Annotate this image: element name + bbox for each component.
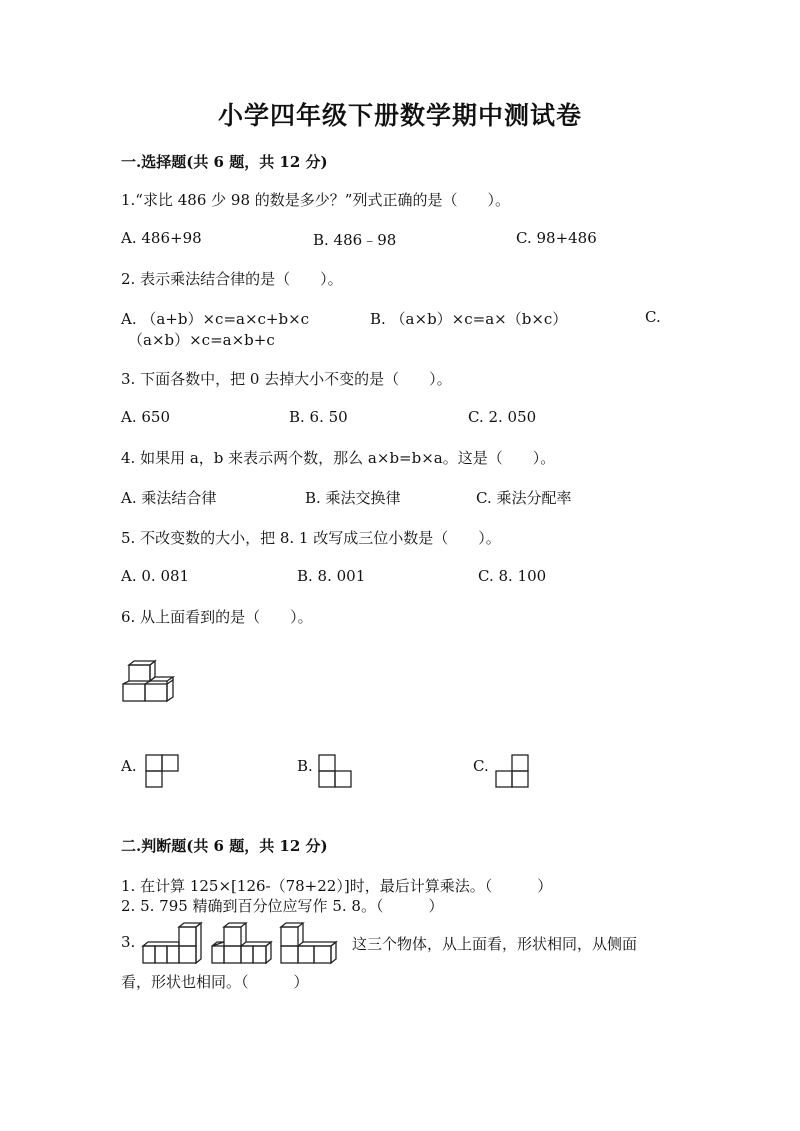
stacked-cubes-figure xyxy=(120,660,182,704)
section-heading-judgement: 二.判断题(共 6 题，共 12 分) xyxy=(121,837,328,855)
judgement-1: 1. 在计算 125×[126-（78+22）]时，最后计算乘法。（ ） xyxy=(121,877,553,895)
question-6-option-c[interactable]: C. xyxy=(473,757,489,775)
question-4-option-a[interactable]: A. 乘法结合律 xyxy=(121,489,217,507)
question-1-option-c[interactable]: C. 98+486 xyxy=(516,229,597,247)
question-3-stem: 3. 下面各数中，把 0 去掉大小不变的是（ ）。 xyxy=(121,370,452,388)
question-3-option-c[interactable]: C. 2. 050 xyxy=(468,408,537,426)
question-2-option-c-label[interactable]: C. xyxy=(645,308,661,326)
judgement-3-text-line1: 这三个物体，从上面看，形状相同，从侧面 xyxy=(352,935,638,953)
question-6-option-a[interactable]: A. xyxy=(121,757,137,775)
question-5-option-c[interactable]: C. 8. 100 xyxy=(478,567,547,585)
question-5-option-a[interactable]: A. 0. 081 xyxy=(121,567,190,585)
question-1-option-b[interactable]: B. 486﹣98 xyxy=(313,231,397,249)
judgement-3-text-line2: 看，形状也相同。（ ） xyxy=(121,973,309,991)
question-2-option-a[interactable]: A. （a+b）×c=a×c+b×c xyxy=(121,310,310,328)
section-heading-choice: 一.选择题(共 6 题，共 12 分) xyxy=(121,153,328,171)
three-objects-figure xyxy=(140,920,346,966)
question-6-option-b[interactable]: B. xyxy=(297,757,313,775)
top-view-c-icon xyxy=(495,754,529,788)
question-3-option-a[interactable]: A. 650 xyxy=(121,408,170,426)
question-6-stem: 6. 从上面看到的是（ ）。 xyxy=(121,608,313,626)
question-4-stem: 4. 如果用 a，b 来表示两个数，那么 a×b=b×a。这是（ ）。 xyxy=(121,449,556,467)
question-2-option-c-text[interactable]: （a×b）×c=a×b+c xyxy=(128,331,275,349)
top-view-a-icon xyxy=(145,754,179,788)
question-4-option-b[interactable]: B. 乘法交换律 xyxy=(305,489,401,507)
top-view-b-icon xyxy=(318,754,352,788)
question-5-stem: 5. 不改变数的大小，把 8. 1 改写成三位小数是（ ）。 xyxy=(121,529,501,547)
question-4-option-c[interactable]: C. 乘法分配率 xyxy=(476,489,572,507)
question-2-option-b[interactable]: B. （a×b）×c=a×（b×c） xyxy=(370,310,568,328)
question-5-option-b[interactable]: B. 8. 001 xyxy=(297,567,366,585)
question-3-option-b[interactable]: B. 6. 50 xyxy=(289,408,348,426)
question-1-stem: 1.“求比 486 少 98 的数是多少？”列式正确的是（ ）。 xyxy=(121,191,510,209)
question-1-option-a[interactable]: A. 486+98 xyxy=(121,229,202,247)
question-2-stem: 2. 表示乘法结合律的是（ ）。 xyxy=(121,270,343,288)
judgement-3-number: 3. xyxy=(121,933,136,951)
page-title: 小学四年级下册数学期中测试卷 xyxy=(217,101,582,130)
judgement-2: 2. 5. 795 精确到百分位应写作 5. 8。（ ） xyxy=(121,897,444,915)
